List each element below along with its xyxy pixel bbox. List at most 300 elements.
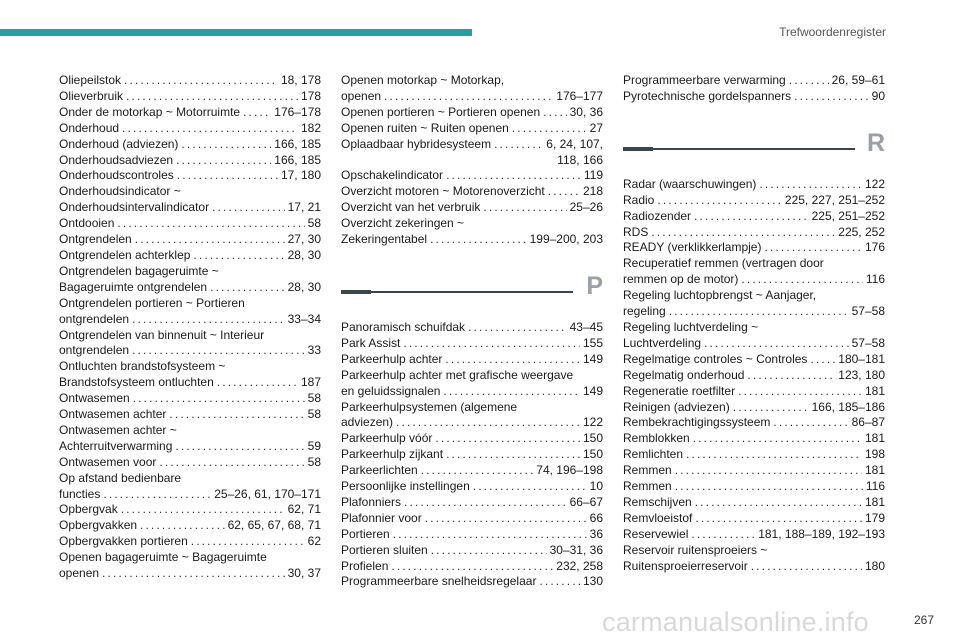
entry-line [623,527,885,543]
entry-pages: 25–26, 61, 170–171 [214,486,321,501]
entry-term: Portieren [341,526,390,541]
entry-line [59,487,321,503]
entry-pages: 66–67 [569,494,603,509]
index-entry [341,574,603,590]
entry-pages: 28, 30 [287,247,321,262]
dot-leader [494,137,543,153]
dot-leader [738,384,862,400]
entry-term: Overzicht van het verbruik [341,200,481,215]
index-entry [341,463,603,479]
entry-line [341,495,603,511]
dot-leader [210,280,285,296]
dot-leader [121,502,285,518]
index-entry [623,431,885,447]
entry-pages: 181 [864,431,885,446]
entry-line [59,280,321,296]
entry-pages: 58 [307,391,321,406]
index-entry [341,121,603,137]
dot-leader [446,168,581,184]
index-entry [59,216,321,232]
entry-page-continuation: 118, 166 [557,152,603,167]
entry-term: Programmeerbare snelheidsregelaar [341,574,537,589]
dot-leader [747,368,835,384]
dot-leader [693,431,862,447]
entry-line: Ontgrendelen bagageruimte ~ [59,263,219,278]
entry-line [341,384,603,400]
index-entry [341,336,603,352]
entry-line [623,225,885,241]
entry-term: remmen op de motor) [623,272,739,287]
dot-leader [102,566,285,582]
entry-pages: 181 [864,383,885,398]
entry-pages: 10 [589,479,603,494]
index-entry [623,73,885,89]
dot-leader [126,89,298,105]
entry-line [341,320,603,336]
dot-leader [759,177,862,193]
entry-pages: 58 [307,216,321,231]
entry-term: Brandstofsysteem ontluchten [59,375,214,390]
header-accent-bar [0,29,472,36]
index-entry [623,352,885,368]
entry-pages: 149 [582,351,603,366]
dot-leader [431,543,547,559]
entry-term: Park Assist [341,335,401,350]
dot-leader [421,463,534,479]
index-entry [59,359,321,391]
divider-rule [623,148,855,150]
index-entry [623,400,885,416]
dot-leader [212,200,285,216]
entry-line: Overzicht zekeringen ~ [341,216,465,231]
dot-leader [430,232,527,248]
entry-line [341,543,603,559]
entry-line [59,73,321,89]
entry-term: Oplaadbaar hybridesysteem [341,136,492,151]
dot-leader [159,455,304,471]
entry-pages: 176 [864,240,885,255]
entry-term: ontgrendelen [59,311,130,326]
entry-line [623,463,885,479]
index-entry [59,296,321,328]
dot-leader [425,511,587,527]
entry-pages: 57–58 [851,304,885,319]
index-entry [341,137,603,169]
entry-term: Portieren sluiten [341,542,428,557]
dot-leader [794,89,869,105]
entry-line [341,352,603,368]
entry-term: Parkeerlichten [341,463,418,478]
dot-leader [445,352,580,368]
entry-line: Ontwasemen achter ~ [59,422,177,437]
entry-line [59,312,321,328]
dot-leader [512,121,587,137]
entry-term: Reservewiel [623,526,689,541]
watermark: carmanualsonline.info [602,607,869,637]
entry-term: Remmen [623,463,672,478]
entry-term: regeling [623,304,666,319]
entry-line: Recuperatief remmen (vertragen door [623,256,824,271]
entry-term: Ontgrendelen [59,232,132,247]
dot-leader [181,137,271,153]
entry-line: Parkeerhulp achter met grafische weergave [341,367,574,382]
entry-pages: 116 [865,272,885,287]
entry-pages: 182 [300,120,321,135]
dot-leader [435,431,580,447]
index-entry [341,73,603,105]
entry-pages: 166, 185–186 [811,399,885,414]
index-entry [623,511,885,527]
entry-line: Ontgrendelen van binnenuit ~ Interieur [59,327,265,342]
dot-leader [543,105,566,121]
dot-leader [764,240,861,256]
entry-term: Reinigen (adviezen) [623,399,730,414]
entry-line [341,574,603,590]
entry-term: Zekeringentabel [341,232,428,247]
entry-line [623,336,885,352]
dot-leader [175,439,304,455]
entry-line [341,431,603,447]
entry-term: Plafonniers [341,494,402,509]
index-entry [623,89,885,105]
entry-pages: 28, 30 [287,279,321,294]
entry-term: Openen ruiten ~ Ruiten openen [341,120,509,135]
entry-term: Bagageruimte ontgrendelen [59,279,208,294]
entry-line [59,216,321,232]
entry-pages: 149 [582,383,603,398]
entry-pages: 199–200, 203 [529,232,603,247]
entry-line [341,527,603,543]
entry-term: Remschijven [623,494,692,509]
entry-line [59,153,321,169]
entry-pages: 119 [583,168,603,183]
entry-line [623,177,885,193]
entry-pages: 27 [589,120,603,135]
entry-pages: 30–31, 36 [549,542,603,557]
entry-line [623,511,885,527]
index-entry [623,543,885,575]
entry-pages: 33–34 [287,311,321,326]
index-entry [623,479,885,495]
entry-pages: 62, 65, 67, 68, 71 [227,518,321,533]
entry-term: Ontwasemen voor [59,454,157,469]
dot-leader [446,447,580,463]
dot-leader [404,495,567,511]
index-entry [59,455,321,471]
entry-line [59,105,321,121]
dot-leader [443,384,580,400]
entry-term: Parkeerhulp vóór [341,431,433,446]
dot-leader [773,415,848,431]
entry-term: Ruitensproeierreservoir [623,558,748,573]
index-entry [341,400,603,432]
index-entry [341,479,603,495]
dot-leader [169,407,304,423]
index-entry [341,320,603,336]
index-entry [623,240,885,256]
dot-leader [132,343,305,359]
entry-line [341,415,603,431]
entry-line: Ontluchten brandstofsysteem ~ [59,359,226,374]
index-entry [59,105,321,121]
entry-term: Achterruitverwarming [59,438,173,453]
entry-term: Plafonnier voor [341,510,422,525]
index-column-3 [623,73,885,574]
entry-term: Onderhoudscontroles [59,168,174,183]
letter-divider [341,264,603,306]
entry-line [59,232,321,248]
entry-line [341,200,603,216]
dot-leader [393,527,587,543]
dot-leader [396,415,580,431]
dot-leader [217,375,298,391]
index-entry [623,447,885,463]
index-entry [623,209,885,225]
entry-term: Olieverbruik [59,88,124,103]
entry-pages: 27, 30 [287,232,321,247]
index-entry [59,407,321,423]
entry-line [59,566,321,582]
dot-leader [657,193,782,209]
dot-leader [124,73,278,89]
entry-line [623,384,885,400]
dot-leader [483,200,566,216]
dot-leader [117,216,304,232]
entry-pages: 198 [864,447,885,462]
dot-leader [403,336,580,352]
dot-leader [669,304,849,320]
entry-line [623,209,885,225]
entry-line [623,304,885,320]
entry-line [623,431,885,447]
dot-leader [694,209,809,225]
dot-leader [695,511,862,527]
dot-leader [177,168,278,184]
entry-pages: 181 [864,494,885,509]
entry-line [341,137,603,153]
index-entry [341,447,603,463]
index-entry [623,415,885,431]
entry-line: Ontgrendelen portieren ~ Portieren [59,295,245,310]
entry-term: Opschakelindicator [341,168,444,183]
entry-pages: 130 [582,574,603,589]
index-entry [623,225,885,241]
index-entry [59,153,321,169]
entry-pages: 6, 24, 107, [546,136,603,151]
dot-leader [651,225,835,241]
index-entry [59,518,321,534]
entry-line [59,518,321,534]
entry-term: Oliepeilstok [59,73,122,87]
index-entry [59,328,321,360]
entry-pages: 59 [307,438,321,453]
entry-line: Openen motorkap ~ Motorkap, [341,73,505,87]
entry-term: Regelmatig onderhoud [623,367,745,382]
entry-pages: 26, 59–61 [831,73,885,87]
entry-line [341,559,603,575]
entry-term: Parkeerhulp zijkant [341,447,444,462]
entry-pages: 33 [307,343,321,358]
entry-pages: 58 [307,407,321,422]
dot-leader [243,105,271,121]
entry-line [623,415,885,431]
entry-pages: 123, 180 [838,367,885,382]
entry-term: Ontwasemen [59,391,130,406]
entry-line [59,375,321,391]
index-entry [59,137,321,153]
entry-term: Remvloeistof [623,510,693,525]
entry-term: Remlichten [623,447,684,462]
entry-pages: 86–87 [851,415,885,430]
index-entry [59,232,321,248]
dot-leader [675,463,862,479]
index-entry [341,216,603,248]
dot-leader [751,559,862,575]
entry-line [341,168,603,184]
entry-term: openen [341,88,382,103]
entry-pages: 17, 21 [287,200,321,215]
index-entry [341,368,603,400]
index-entry [623,256,885,288]
entry-term: Remmen [623,479,672,494]
entry-term: Onderhoud (adviezen) [59,136,179,151]
entry-pages: 62 [307,534,321,549]
entry-line [623,400,885,416]
index-column-2 [341,73,603,590]
entry-line [623,352,885,368]
entry-line: Parkeerhulpsystemen (algemene [341,399,518,414]
index-entry [59,184,321,216]
dot-leader [135,232,285,248]
entry-pages: 225, 252 [838,224,885,239]
entry-pages: 116 [865,479,885,494]
entry-term: Opbergvakken [59,518,138,533]
entry-pages: 30, 36 [569,104,603,119]
entry-pages: 58 [307,454,321,469]
section-letter: R [866,128,885,157]
index-entry [59,471,321,503]
index-entry [59,534,321,550]
entry-line: Regeling luchtverdeling ~ [623,319,759,334]
entry-pages: 225, 227, 251–252 [784,192,885,207]
index-entry [623,320,885,352]
index-entry [623,368,885,384]
entry-term: Programmeerbare verwarming [623,73,786,87]
index-entry [341,511,603,527]
dot-leader [391,559,553,575]
entry-pages: 18, 178 [280,73,321,87]
entry-pages: 17, 180 [280,168,321,183]
entry-line [623,193,885,209]
entry-line [59,439,321,455]
dot-leader [675,479,863,495]
dot-leader [810,352,835,368]
dot-leader [140,518,225,534]
index-entry [59,264,321,296]
index-entry [341,543,603,559]
entry-line [623,368,885,384]
entry-term: Ontdooien [59,216,115,231]
entry-term: Radiozender [623,208,692,223]
dot-leader [695,495,862,511]
index-entry [341,105,603,121]
index-entry [341,168,603,184]
entry-line [59,343,321,359]
entry-term: Opbergvakken portieren [59,534,188,549]
entry-pages: 155 [582,335,603,350]
entry-term: READY (verklikkerlampje) [623,240,762,255]
entry-pages: 218 [582,184,603,199]
dot-leader [548,184,580,200]
index-entry [623,463,885,479]
index-entry [623,384,885,400]
entry-term: Onderhoud [59,120,120,135]
dot-leader [132,312,285,328]
entry-line [59,168,321,184]
entry-term: Onderhoudsintervalindicator [59,200,210,215]
index-entry [59,391,321,407]
divider-rule [341,291,573,293]
entry-line [59,455,321,471]
entry-pages: 180 [864,558,885,573]
dot-leader [539,574,580,590]
entry-line [341,336,603,352]
entry-pages: 66 [589,510,603,525]
entry-line [59,200,321,216]
entry-line [341,105,603,121]
entry-term: Ontgrendelen achterklep [59,247,191,262]
entry-pages: 90 [871,88,885,103]
entry-term: Openen portieren ~ Portieren openen [341,104,541,119]
index-entry [59,168,321,184]
entry-pages: 181 [864,463,885,478]
index-entry [341,431,603,447]
section-title: Trefwoordenregister [779,25,886,39]
dot-leader [789,73,829,89]
entry-term: Panoramisch schuifdak [341,319,466,334]
page-number: 267 [913,613,934,627]
entry-line [59,248,321,264]
dot-leader [741,272,862,288]
entry-term: Regelmatige controles ~ Controles [623,351,808,366]
entry-term: Profielen [341,558,389,573]
entry-line [59,391,321,407]
entry-term: en geluidssignalen [341,383,441,398]
entry-term: Onderhoudsadviezen [59,152,174,167]
entry-pages: 122 [582,415,603,430]
entry-term: openen [59,566,100,581]
entry-term: Pyrotechnische gordelspanners [623,88,792,103]
index-entry [623,193,885,209]
index-entry [341,495,603,511]
entry-term: Regeneratie roetfilter [623,383,736,398]
index-entry [59,550,321,582]
entry-line: Reservoir ruitensproeiers ~ [623,542,768,557]
entry-pages: 57–58 [851,335,885,350]
index-entry [341,352,603,368]
entry-line [59,89,321,105]
entry-term: Rembekrachtigingssysteem [623,415,771,430]
entry-line [341,121,603,137]
entry-line [341,184,603,200]
index-entry [341,527,603,543]
entry-pages: 176–177 [556,88,603,103]
entry-line [59,121,321,137]
entry-term: Parkeerhulp achter [341,351,443,366]
entry-term: Remblokken [623,431,690,446]
entry-line [623,559,885,575]
dot-leader [122,121,298,137]
